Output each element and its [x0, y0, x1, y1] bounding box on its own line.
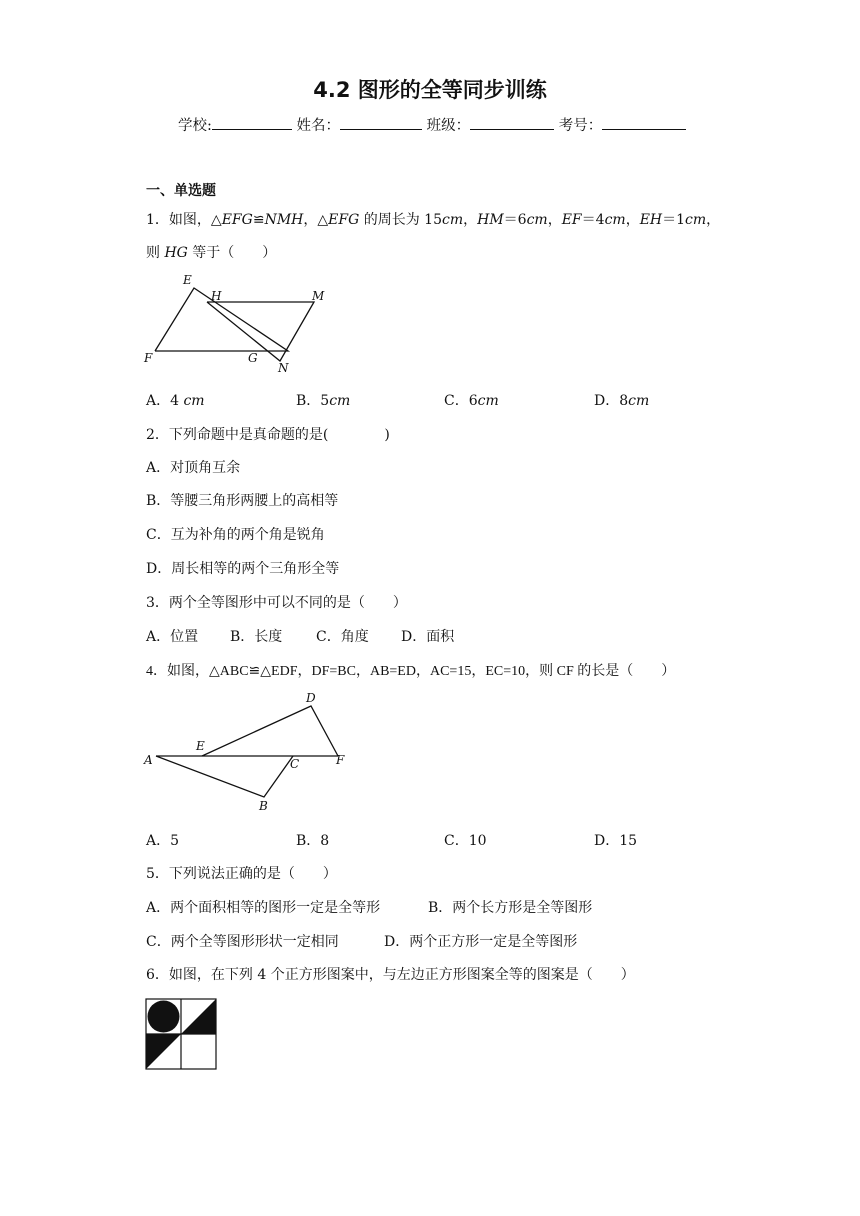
q5-option-d[interactable]: D．两个正方形一定是全等图形 — [384, 934, 578, 950]
q1-option-c[interactable] — [444, 390, 499, 410]
question-6-stem: 6．如图，在下列 4 个正方形图案中，与左边正方形图案全等的图案是（ ） — [146, 967, 635, 983]
option-unit: cm — [183, 393, 205, 409]
q1-text: ， — [547, 212, 562, 228]
option-unit: cm — [477, 393, 499, 409]
question-2-stem: 2．下列命题中是真命题的是( ) — [146, 427, 390, 443]
q1-text: ＝1 — [662, 212, 686, 228]
label-f: F — [336, 753, 345, 767]
q4-option-d[interactable]: D．15 — [594, 833, 638, 849]
q4-option-b[interactable]: B．8 — [296, 833, 330, 849]
q3-option-a[interactable]: A．位置 — [146, 629, 199, 645]
label-c: C — [290, 757, 300, 771]
class-blank[interactable] — [470, 115, 554, 130]
q1-var: HG — [164, 245, 188, 261]
label-b: B — [259, 799, 268, 813]
q4-option-a[interactable]: A．5 — [146, 833, 180, 849]
question-4-stem: 4．如图，△ABC≌△EDF，DF=BC，AB=ED，AC=15，EC=10，则 CF 的长是（ ） — [146, 664, 676, 679]
triangle-edf-sides — [202, 706, 338, 756]
q5-option-b[interactable]: B．两个长方形是全等图形 — [428, 900, 593, 916]
label-d: D — [306, 691, 316, 705]
option-label: D．8 — [594, 393, 629, 409]
q1-text: 等于（ ） — [187, 245, 277, 261]
label-f: F — [144, 351, 153, 365]
section-heading: 一、单选题 — [146, 183, 216, 199]
q1-option-b[interactable] — [296, 390, 350, 410]
q1-unit: cm — [685, 212, 707, 228]
option-unit: cm — [628, 393, 650, 409]
q1-text: ，△ — [303, 212, 329, 228]
option-label: A．4 — [146, 393, 184, 409]
option-label: C．6 — [444, 393, 478, 409]
option-unit: cm — [329, 393, 351, 409]
q3-option-b[interactable]: B．长度 — [230, 629, 283, 645]
q3-option-d[interactable]: D．面积 — [401, 629, 455, 645]
triangle-abc-sides — [156, 756, 293, 797]
label-h: H — [211, 289, 222, 303]
q1-option-a[interactable] — [146, 390, 205, 410]
q1-option-d[interactable] — [594, 390, 649, 410]
question-1-line-1 — [146, 209, 720, 229]
q2-option-b[interactable]: B．等腰三角形两腰上的高相等 — [146, 493, 339, 509]
label-n: N — [278, 361, 289, 375]
bottom-left-triangle — [146, 1034, 181, 1069]
q2-option-c[interactable]: C．互为补角的两个角是锐角 — [146, 527, 325, 543]
question-3-stem: 3．两个全等图形中可以不同的是（ ） — [146, 595, 407, 611]
q1-var: EFG — [328, 212, 360, 228]
q1-text: 则 — [146, 245, 165, 261]
question-5-stem: 5．下列说法正确的是（ ） — [146, 866, 337, 882]
q1-text: 如图，△ — [168, 212, 222, 228]
q1-var: EFG — [221, 212, 253, 228]
triangle-efg — [155, 288, 288, 351]
name-blank[interactable] — [340, 115, 422, 130]
class-label: 班级： — [426, 118, 471, 134]
q2-option-a[interactable]: A．对顶角互余 — [146, 460, 241, 476]
name-label: 姓名： — [296, 118, 340, 134]
q1-unit: cm — [441, 212, 464, 228]
school-label: 学校: — [178, 118, 212, 134]
q4-option-c[interactable]: C．10 — [444, 833, 487, 849]
q6-square-pattern — [145, 998, 217, 1070]
q1-unit: cm — [604, 212, 626, 228]
q4-figure — [140, 686, 365, 816]
q1-var: EH — [639, 212, 663, 228]
school-blank[interactable] — [212, 115, 292, 130]
circle-shape — [148, 1001, 180, 1033]
label-a: A — [144, 753, 153, 767]
student-info-line — [178, 114, 686, 135]
label-e: E — [196, 739, 205, 753]
exam-no-blank[interactable] — [602, 115, 686, 130]
q1-text: ＝6 — [503, 212, 527, 228]
page-title: 4.2 图形的全等同步训练 — [313, 78, 547, 102]
top-right-triangle — [181, 999, 216, 1034]
q1-var: HM — [477, 212, 504, 228]
label-g: G — [248, 351, 258, 365]
q1-var: EF — [561, 212, 582, 228]
q1-figure — [140, 270, 340, 380]
q1-var: NMH — [264, 212, 304, 228]
q1-unit: cm — [526, 212, 548, 228]
q5-option-c[interactable]: C．两个全等图形形状一定相同 — [146, 934, 339, 950]
q1-text: ， — [463, 212, 478, 228]
label-e: E — [183, 273, 192, 287]
q2-option-d[interactable]: D．周长相等的两个三角形全等 — [146, 561, 340, 577]
option-label: B．5 — [296, 393, 330, 409]
q1-text: ， — [706, 212, 721, 228]
q1-text: ＝4 — [581, 212, 605, 228]
exam-no-label: 考号： — [558, 118, 603, 134]
q5-option-a[interactable]: A．两个面积相等的图形一定是全等形 — [146, 900, 381, 916]
triangle-nmh — [207, 302, 314, 361]
question-number: 1． — [146, 212, 169, 228]
label-m: M — [312, 289, 325, 303]
congruent-symbol: ≌ — [252, 212, 265, 228]
question-1-line-2 — [146, 242, 276, 262]
q1-text: 的周长为 15 — [359, 212, 442, 228]
q1-text: ， — [625, 212, 640, 228]
q3-option-c[interactable]: C．角度 — [316, 629, 369, 645]
